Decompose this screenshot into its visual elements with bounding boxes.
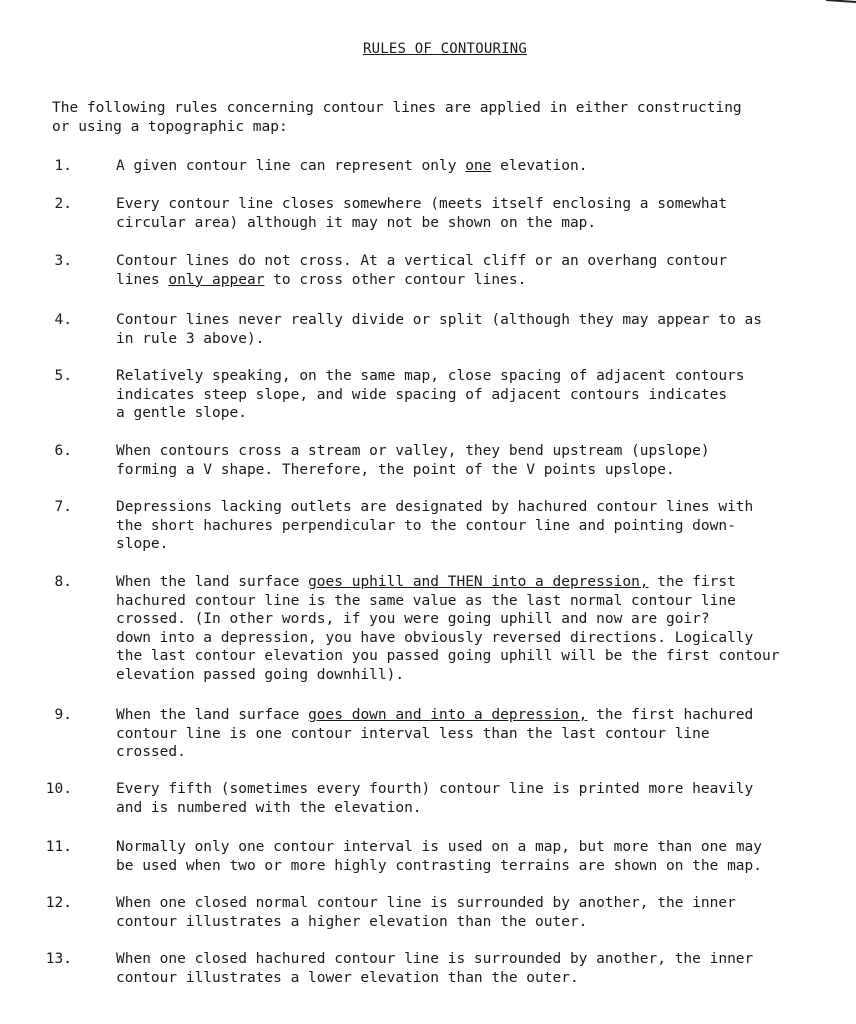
rule-text: Contour lines do not cross. At a vertical cliff or an overhang contour lines only appear to cross other contour lines. xyxy=(116,253,728,288)
rule-text: Normally only one contour interval is used on a map, but more than one may be used when two or more highly contrasting terrains are shown on the map. xyxy=(116,839,763,874)
rule-number: 13. xyxy=(45,951,72,967)
page-title: RULES OF CONTOURING xyxy=(363,41,527,57)
rule-text: When contours cross a stream or valley, they bend upstream (upslope) forming a V shape. Therefore, the point of the V points upslope. xyxy=(116,443,710,478)
rule-text: Depressions lacking outlets are designated by hachured contour lines with the short hachures perpendicular to the contour line and pointing down- slope. xyxy=(116,499,754,552)
intro-paragraph: The following rules concerning contour lines are applied in either constructing or using a topographic map: xyxy=(52,100,742,135)
rule-number: 12. xyxy=(45,895,72,911)
rule-number: 2. xyxy=(54,196,72,212)
rule-number: 1. xyxy=(54,158,72,174)
rule-text: When the land surface goes uphill and THEN into a depression, the first hachured contour line is the same value as the last normal contour line crossed. (In other words, if you were going uphill and now are goir? down into a depression, you have obviously reversed directions. Logically the last contour elevation you passed going uphill will be the first contour elevation passed going downhill). xyxy=(116,574,780,683)
rule-number: 4. xyxy=(54,312,72,328)
rule-number: 9. xyxy=(54,707,72,723)
rule-text: Every contour line closes somewhere (meets itself enclosing a somewhat circular area) although it may not be shown on the map. xyxy=(116,196,728,231)
rule-number: 10. xyxy=(45,781,72,797)
rule-number: 7. xyxy=(54,499,72,515)
scan-edge-mark xyxy=(826,0,856,7)
rule-text: A given contour line can represent only one elevation. xyxy=(116,158,588,174)
rule-number: 8. xyxy=(54,574,72,590)
rule-number: 5. xyxy=(54,368,72,384)
rule-number: 11. xyxy=(45,839,72,855)
rule-text: Contour lines never really divide or split (although they may appear to as in rule 3 above). xyxy=(116,312,763,347)
rule-text: When one closed hachured contour line is surrounded by another, the inner contour illustrates a lower elevation than the outer. xyxy=(116,951,754,986)
rule-number: 6. xyxy=(54,443,72,459)
rule-number: 3. xyxy=(54,253,72,269)
rule-text: Every fifth (sometimes every fourth) contour line is printed more heavily and is numbered with the elevation. xyxy=(116,781,754,816)
rule-text: Relatively speaking, on the same map, close spacing of adjacent contours indicates steep slope, and wide spacing of adjacent contours indicates a gentle slope. xyxy=(116,368,745,421)
rule-text: When the land surface goes down and into a depression, the first hachured contour line is one contour interval less than the last contour line crossed. xyxy=(116,707,754,760)
rule-text: When one closed normal contour line is surrounded by another, the inner contour illustrates a higher elevation than the outer. xyxy=(116,895,736,930)
